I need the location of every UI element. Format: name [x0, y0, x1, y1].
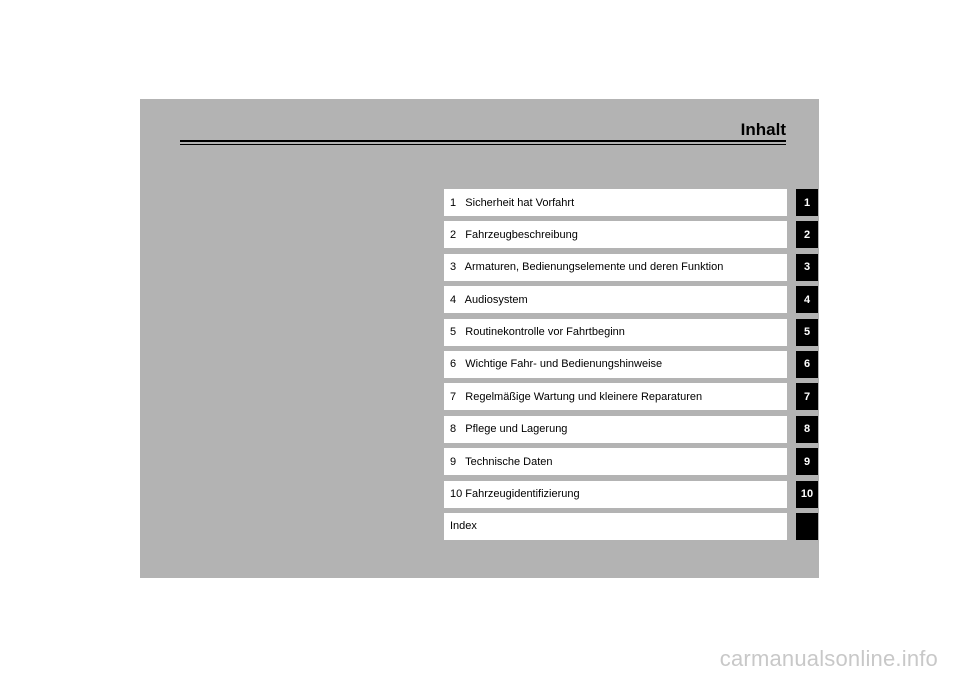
- chapter-tab-6[interactable]: 6: [796, 351, 818, 378]
- toc-row-8: [444, 416, 818, 443]
- toc-row-7: [444, 383, 818, 410]
- chapter-tab-9[interactable]: 9: [796, 448, 818, 475]
- toc-row-5: [444, 319, 818, 346]
- chapter-tab-1[interactable]: 1: [796, 189, 818, 216]
- toc-row-1: [444, 189, 818, 216]
- watermark-text: carmanualsonline.info: [719, 646, 938, 671]
- toc-row-index: [444, 513, 818, 540]
- toc-row-2: [444, 221, 818, 248]
- toc-entry-index[interactable]: Index: [444, 513, 787, 540]
- chapter-tab-4[interactable]: 4: [796, 286, 818, 313]
- toc-entry-10[interactable]: 10 Fahrzeugidentifizierung: [444, 481, 787, 508]
- toc-entry-7[interactable]: 7 Regelmäßige Wartung und kleinere Reparaturen: [444, 383, 787, 410]
- toc-entry-3[interactable]: 3 Armaturen, Bedienungselemente und deren Funktion: [444, 254, 787, 281]
- chapter-tab-8[interactable]: 8: [796, 416, 818, 443]
- title-rule-thick: [180, 140, 786, 142]
- chapter-tab-10[interactable]: 10: [796, 481, 818, 508]
- chapter-tab-7[interactable]: 7: [796, 383, 818, 410]
- chapter-tab-index[interactable]: [796, 513, 818, 540]
- toc-entry-6[interactable]: 6 Wichtige Fahr- und Bedienungshinweise: [444, 351, 787, 378]
- title-rule-thin: [180, 144, 786, 145]
- chapter-tab-5[interactable]: 5: [796, 319, 818, 346]
- toc-entry-9[interactable]: 9 Technische Daten: [444, 448, 787, 475]
- chapter-tab-3[interactable]: 3: [796, 254, 818, 281]
- manual-page: [140, 99, 819, 578]
- toc-entry-5[interactable]: 5 Routinekontrolle vor Fahrtbeginn: [444, 319, 787, 346]
- toc-row-10: [444, 481, 818, 508]
- page-title: Inhalt: [740, 120, 786, 139]
- toc-row-3: [444, 254, 818, 281]
- toc-entry-4[interactable]: 4 Audiosystem: [444, 286, 787, 313]
- chapter-tab-2[interactable]: 2: [796, 221, 818, 248]
- toc-entry-1[interactable]: 1 Sicherheit hat Vorfahrt: [444, 189, 787, 216]
- toc-row-4: [444, 286, 818, 313]
- toc-row-6: [444, 351, 818, 378]
- toc-entry-2[interactable]: 2 Fahrzeugbeschreibung: [444, 221, 787, 248]
- table-of-contents: [444, 189, 818, 545]
- toc-row-9: [444, 448, 818, 475]
- toc-entry-8[interactable]: 8 Pflege und Lagerung: [444, 416, 787, 443]
